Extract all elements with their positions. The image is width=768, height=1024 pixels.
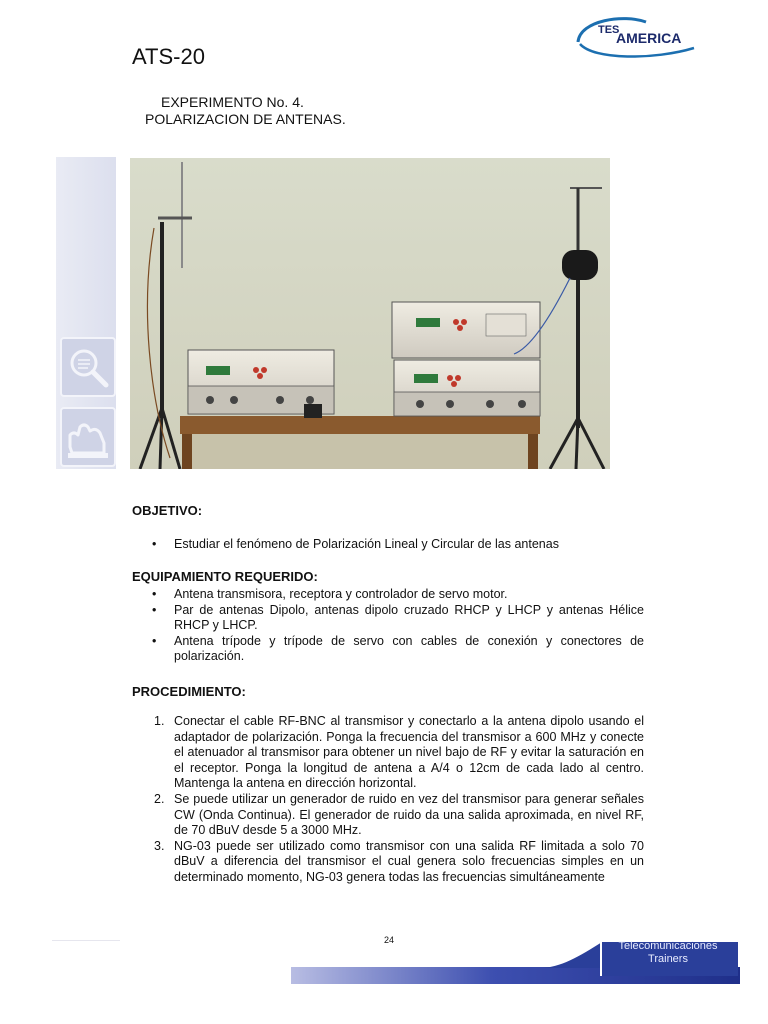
- equipment-heading: EQUIPAMIENTO REQUERIDO:: [132, 569, 318, 584]
- footer-rule: [52, 940, 120, 941]
- experiment-number: EXPERIMENTO No. 4.: [161, 94, 304, 110]
- step-number: 3.: [154, 838, 165, 853]
- objective-heading: OBJETIVO:: [132, 503, 203, 518]
- step-number: 2.: [154, 791, 165, 806]
- tes-america-logo: [574, 12, 714, 62]
- list-item: • Antena trípode y trípode de servo con cables de conexión y conectores de polarización.: [152, 634, 644, 665]
- list-item: • Antena transmisora, receptora y controlador de servo motor.: [152, 587, 644, 603]
- experiment-title: POLARIZACION DE ANTENAS.: [145, 111, 346, 127]
- procedure-step: [152, 839, 644, 886]
- procedure-step: [152, 792, 644, 839]
- step-text: Conectar el cable RF-BNC al transmisor y conectarlo a la antena dipolo usando el adaptador de polarización. Ponga la frecuencia del transmisor a 600 MHz y conecte el atenuador al transmisor para obtener un nivel bajo de RF y evitar la saturación en el receptor. Ponga la longitud de antena a A/4 o 12cm de cada lado al centro. Mantenga la antena en dirección horizontal.: [174, 714, 644, 791]
- side-decoration-strip: [56, 157, 116, 469]
- logo-text-tes: TES: [598, 24, 620, 36]
- footer-brand-line2: Trainers: [648, 953, 688, 965]
- procedure-heading: PROCEDIMIENTO:: [132, 684, 246, 699]
- step-text: Se puede utilizar un generador de ruido en vez del transmisor para generar señales CW (Onda Continua). El generador de ruido da una salida aproximada, en nivel RF, de 70 dBuV desde 5 a 3000 MHz.: [174, 791, 644, 838]
- page-number: 24: [384, 935, 395, 945]
- procedure-step: [152, 714, 644, 792]
- document-title: ATS-20: [132, 44, 205, 69]
- lab-equipment-photo: [130, 158, 610, 469]
- magnifier-icon: [60, 337, 116, 397]
- step-number: 1.: [154, 714, 165, 728]
- footer-brand-line1: Telecomunicaciones: [618, 940, 718, 952]
- logo-text-america: AMERICA: [616, 30, 682, 46]
- step-text: NG-03 puede ser utilizado como transmisor con una salida RF limitada a solo 70 dBuV a diferencia del transmisor el cual genera solo frecuencias simples en un determinado momento, NG-03 genera todas las frecuencias simultáneamente: [174, 838, 644, 884]
- list-item: • Par de antenas Dipolo, antenas dipolo cruzado RHCP y LHCP y antenas Hélice RHCP y LHCP.: [152, 603, 644, 634]
- objective-list: [152, 537, 644, 553]
- hand-icon: [60, 407, 116, 467]
- procedure-list: [152, 714, 644, 886]
- list-item: • Estudiar el fenómeno de Polarización Lineal y Circular de las antenas: [152, 537, 644, 553]
- footer-wave-decoration: [540, 942, 602, 968]
- equipment-list: [152, 587, 644, 665]
